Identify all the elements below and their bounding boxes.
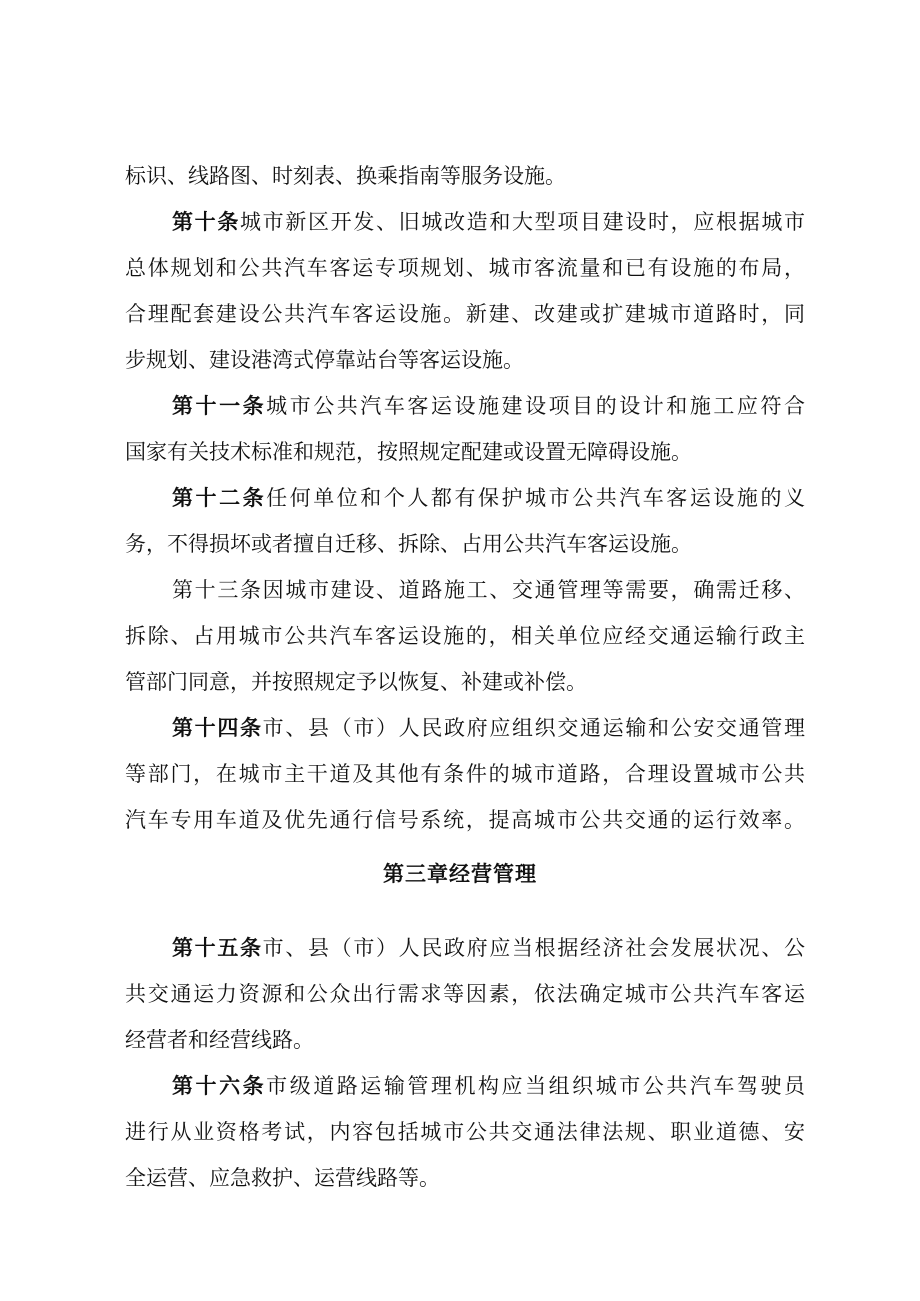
text-line <box>125 623 805 649</box>
article-13-line <box>172 577 805 603</box>
text-line <box>125 255 805 281</box>
text-line <box>125 981 805 1007</box>
article-number: 第十六条 <box>172 1073 267 1098</box>
text-line <box>125 761 805 787</box>
article-number: 第十二条 <box>172 485 267 510</box>
line-text: 市、县（市）人民政府应组织交通运输和公安交通管理 <box>262 716 806 740</box>
text-line <box>125 1027 805 1053</box>
article-number: 第十四条 <box>172 715 263 740</box>
text-line <box>125 163 805 189</box>
article-10-line <box>172 209 805 235</box>
line-text: 任何单位和个人都有保护城市公共汽车客运设施的义 <box>266 486 806 510</box>
line-text: 经营者和经营线路。 <box>125 1028 314 1052</box>
text-line <box>125 347 805 373</box>
line-text: 标识、线路图、时刻表、换乘指南等服务设施。 <box>125 164 566 188</box>
line-text: 等部门，在城市主干道及其他有条件的城市道路，合理设置城市公共 <box>125 762 805 786</box>
line-text: 第十三条因城市建设、道路施工、交通管理等需要，确需迁移、 <box>172 578 805 602</box>
article-16-line <box>172 1073 805 1099</box>
line-text: 全运营、应急救护、运营线路等。 <box>125 1166 440 1190</box>
article-14-line <box>172 715 805 741</box>
line-text: 市级道路运输管理机构应当组织城市公共汽车驾驶员 <box>266 1074 806 1098</box>
text-line <box>125 807 805 833</box>
article-11-line <box>172 393 805 419</box>
line-text: 国家有关技术标准和规范，按照规定配建或设置无障碍设施。 <box>125 440 692 464</box>
article-number: 第十条 <box>172 209 240 234</box>
text-line <box>125 439 805 465</box>
text-line <box>125 669 805 695</box>
line-text: 总体规划和公共汽车客运专项规划、城市客流量和已有设施的布局， <box>125 256 805 280</box>
text-line <box>125 531 805 557</box>
text-line <box>125 1165 805 1191</box>
line-text: 进行从业资格考试，内容包括城市公共交通法律法规、职业道德、安 <box>125 1120 805 1144</box>
line-text: 步规划、建设港湾式停靠站台等客运设施。 <box>125 348 524 372</box>
line-text: 合理配套建设公共汽车客运设施。新建、改建或扩建城市道路时，同 <box>125 302 805 326</box>
article-number: 第十五条 <box>172 935 263 960</box>
chapter-heading: 第三章经营管理 <box>383 861 537 886</box>
line-text: 务，不得损坏或者擅自迁移、拆除、占用公共汽车客运设施。 <box>125 532 692 556</box>
line-text: 城市新区开发、旧城改造和大型项目建设时，应根据城市 <box>240 210 805 234</box>
text-line <box>125 301 805 327</box>
line-text: 拆除、占用城市公共汽车客运设施的，相关单位应经交通运输行政主 <box>125 624 805 648</box>
article-15-line <box>172 935 805 961</box>
article-number: 第十一条 <box>172 393 267 418</box>
article-12-line <box>172 485 805 511</box>
line-text: 城市公共汽车客运设施建设项目的设计和施工应符合 <box>266 394 806 418</box>
line-text: 市、县（市）人民政府应当根据经济社会发展状况、公 <box>262 936 806 960</box>
line-text: 共交通运力资源和公众出行需求等因素，依法确定城市公共汽车客运 <box>125 982 805 1006</box>
line-text: 管部门同意，并按照规定予以恢复、补建或补偿。 <box>125 670 587 694</box>
line-text: 汽车专用车道及优先通行信号系统，提高城市公共交通的运行效率。 <box>125 808 805 832</box>
text-line <box>125 1119 805 1145</box>
